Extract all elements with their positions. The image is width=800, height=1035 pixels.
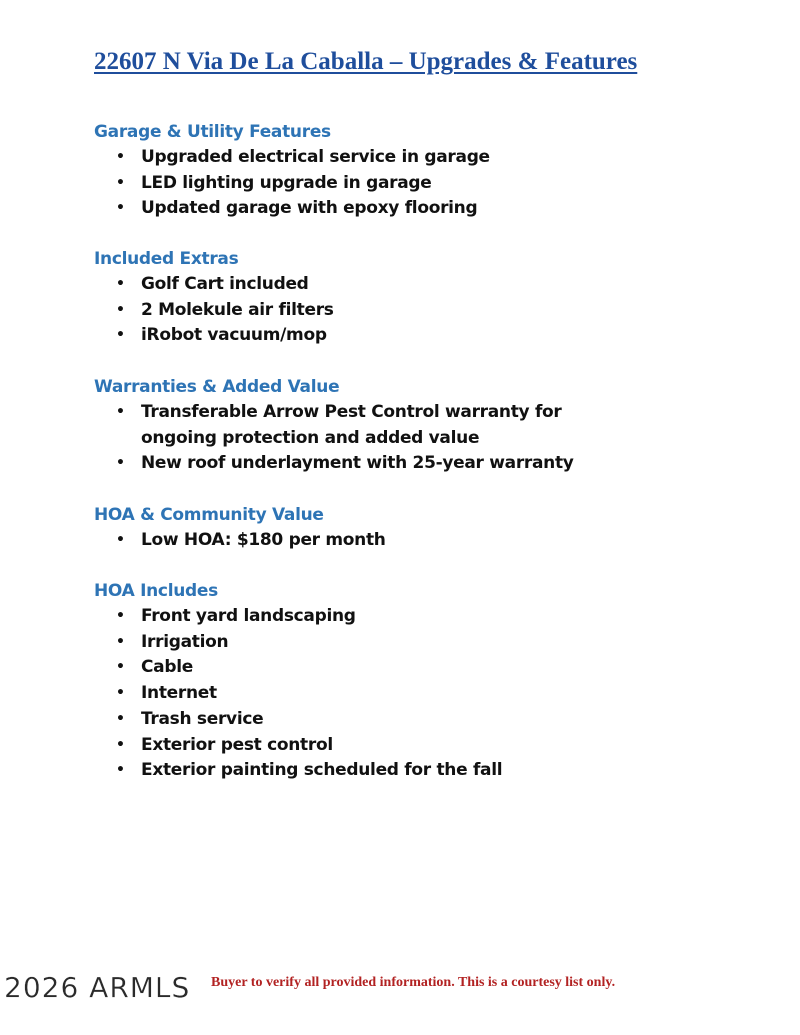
section-heading: Warranties & Added Value [94, 377, 340, 397]
list-item [94, 604, 714, 630]
bullet-icon: • [116, 301, 125, 318]
document-title: 22607 N Via De La Caballa – Upgrades & Features [94, 48, 638, 75]
list-item [94, 758, 714, 784]
bullet-list [94, 528, 714, 554]
list-item [94, 630, 714, 656]
disclaimer-note: Buyer to verify all provided information. This is a courtesy list only. [211, 975, 616, 990]
bullet-icon: • [116, 174, 125, 191]
list-item-text: Front yard landscaping [141, 606, 356, 626]
list-item-text: Exterior painting scheduled for the fall [141, 760, 503, 781]
list-item-text: Upgraded electrical service in garage [141, 147, 490, 167]
list-item-text: Irrigation [141, 631, 229, 652]
list-item [94, 145, 714, 171]
list-item-text: Updated garage with epoxy flooring [141, 198, 478, 219]
bullet-icon: • [116, 736, 125, 753]
bullet-icon: • [116, 659, 125, 676]
bullet-list [94, 145, 714, 222]
bullet-icon: • [116, 685, 125, 702]
list-item [94, 655, 714, 681]
list-item-text: Transferable Arrow Pest Control warranty for ongoing protection and added value [141, 402, 562, 448]
bullet-list [94, 604, 714, 784]
list-item [94, 272, 714, 298]
list-item-text: iRobot vacuum/mop [141, 325, 327, 346]
section-hoa-community [94, 503, 714, 554]
bullet-icon: • [116, 633, 125, 650]
bullet-icon: • [116, 608, 125, 624]
list-item-text: LED lighting upgrade in garage [141, 172, 432, 193]
section-heading: HOA Includes [94, 581, 218, 601]
section-heading: HOA & Community Value [94, 505, 324, 525]
section-heading: Garage & Utility Features [94, 122, 331, 142]
list-item [94, 451, 624, 477]
bullet-list [94, 272, 714, 349]
list-item-text: New roof underlayment with 25-year warranty [141, 453, 574, 474]
list-item-text: Cable [141, 657, 193, 678]
list-item-text: 2 Molekule air filters [141, 299, 334, 320]
list-item-text: Internet [141, 683, 217, 704]
list-item [94, 196, 714, 222]
list-item [94, 681, 714, 707]
section-warranties [94, 375, 624, 477]
bullet-icon: • [116, 762, 125, 779]
list-item [94, 323, 714, 349]
bullet-icon: • [116, 276, 125, 292]
bullet-list [94, 400, 624, 477]
list-item-text: Trash service [141, 708, 264, 729]
list-item [94, 171, 714, 197]
bullet-icon: • [116, 404, 125, 420]
list-item [94, 400, 624, 451]
bullet-icon: • [116, 200, 125, 217]
copyright-watermark: 2026 ARMLS [4, 971, 191, 1004]
list-item [94, 707, 714, 733]
list-item [94, 298, 714, 324]
bullet-icon: • [116, 149, 125, 165]
bullet-icon: • [116, 327, 125, 344]
section-garage-utility [94, 120, 714, 222]
section-included-extras [94, 247, 714, 349]
section-heading: Included Extras [94, 249, 239, 269]
bullet-icon: • [116, 710, 125, 727]
list-item [94, 528, 714, 554]
bullet-icon: • [116, 532, 125, 548]
list-item-text: Golf Cart included [141, 274, 309, 294]
section-hoa-includes [94, 579, 714, 784]
list-item-text: Exterior pest control [141, 734, 333, 755]
list-item [94, 733, 714, 759]
list-item-text: Low HOA: $180 per month [141, 530, 386, 550]
bullet-icon: • [116, 455, 125, 472]
